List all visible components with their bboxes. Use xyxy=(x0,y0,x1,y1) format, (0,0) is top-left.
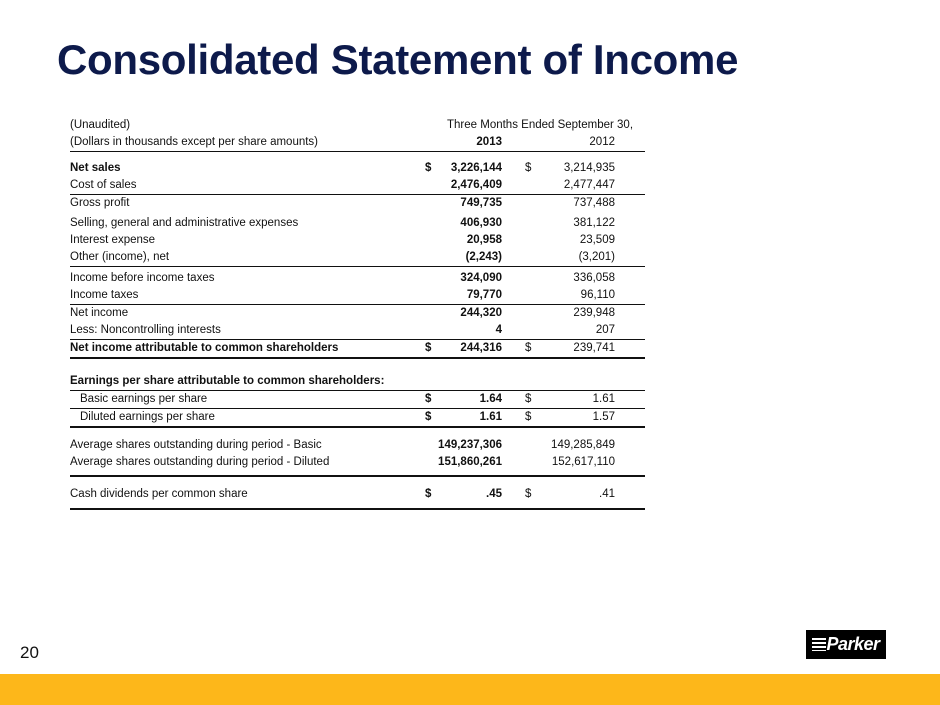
row-cash-dividends: Cash dividends per common share $ .45 $ .41 xyxy=(70,488,615,500)
year-2012-header: 2012 xyxy=(589,136,615,148)
row-other-income: Other (income), net (2,243) (3,201) xyxy=(70,251,615,263)
double-rule xyxy=(70,475,645,477)
row-avg-shares-basic: Average shares outstanding during period - Basic 149,237,306 149,285,849 xyxy=(70,439,615,451)
row-net-income: Net income 244,320 239,948 xyxy=(70,307,615,319)
logo-text: Parker xyxy=(826,634,880,654)
period-label: Three Months Ended September 30, xyxy=(447,119,634,131)
row-eps-heading: Earnings per share attributable to common shareholders: xyxy=(70,375,385,387)
row-interest-expense: Interest expense 20,958 23,509 xyxy=(70,234,615,246)
income-statement-table xyxy=(70,117,645,510)
units-label: (Dollars in thousands except per share amounts) xyxy=(70,136,319,148)
unaudited-label: (Unaudited) xyxy=(70,119,131,131)
row-income-before-taxes: Income before income taxes 324,090 336,058 xyxy=(70,272,615,284)
row-basic-eps: Basic earnings per share $ 1.64 $ 1.61 xyxy=(80,393,615,405)
year-2013-header: 2013 xyxy=(476,136,502,148)
row-cost-of-sales: Cost of sales 2,476,409 2,477,447 xyxy=(70,179,615,191)
header-row-2 xyxy=(70,134,645,151)
header-rule xyxy=(70,151,645,152)
page-title: Consolidated Statement of Income xyxy=(57,36,739,83)
parker-logo xyxy=(806,630,886,659)
row-income-taxes: Income taxes 79,770 96,110 xyxy=(70,289,615,301)
double-rule xyxy=(70,508,645,510)
row-net-sales: Net sales $ 3,226,144 $ 3,214,935 xyxy=(70,162,615,174)
logo-stripes-icon xyxy=(812,638,826,651)
row-gross-profit: Gross profit 749,735 737,488 xyxy=(70,197,615,209)
header-row-1 xyxy=(70,117,645,134)
row-sga: Selling, general and administrative expenses 406,930 381,122 xyxy=(70,217,615,229)
footer-bar xyxy=(0,674,940,705)
page-number: 20 xyxy=(20,643,39,662)
double-rule xyxy=(70,426,645,428)
row-noncontrolling: Less: Noncontrolling interests 4 207 xyxy=(70,324,615,336)
row-net-income-attributable: Net income attributable to common shareholders $ 244,316 $ 239,741 xyxy=(70,342,615,354)
rule xyxy=(70,266,645,267)
row-diluted-eps: Diluted earnings per share $ 1.61 $ 1.57 xyxy=(80,411,615,423)
double-rule xyxy=(70,357,645,359)
row-avg-shares-diluted: Average shares outstanding during period - Diluted 151,860,261 152,617,110 xyxy=(70,456,615,468)
